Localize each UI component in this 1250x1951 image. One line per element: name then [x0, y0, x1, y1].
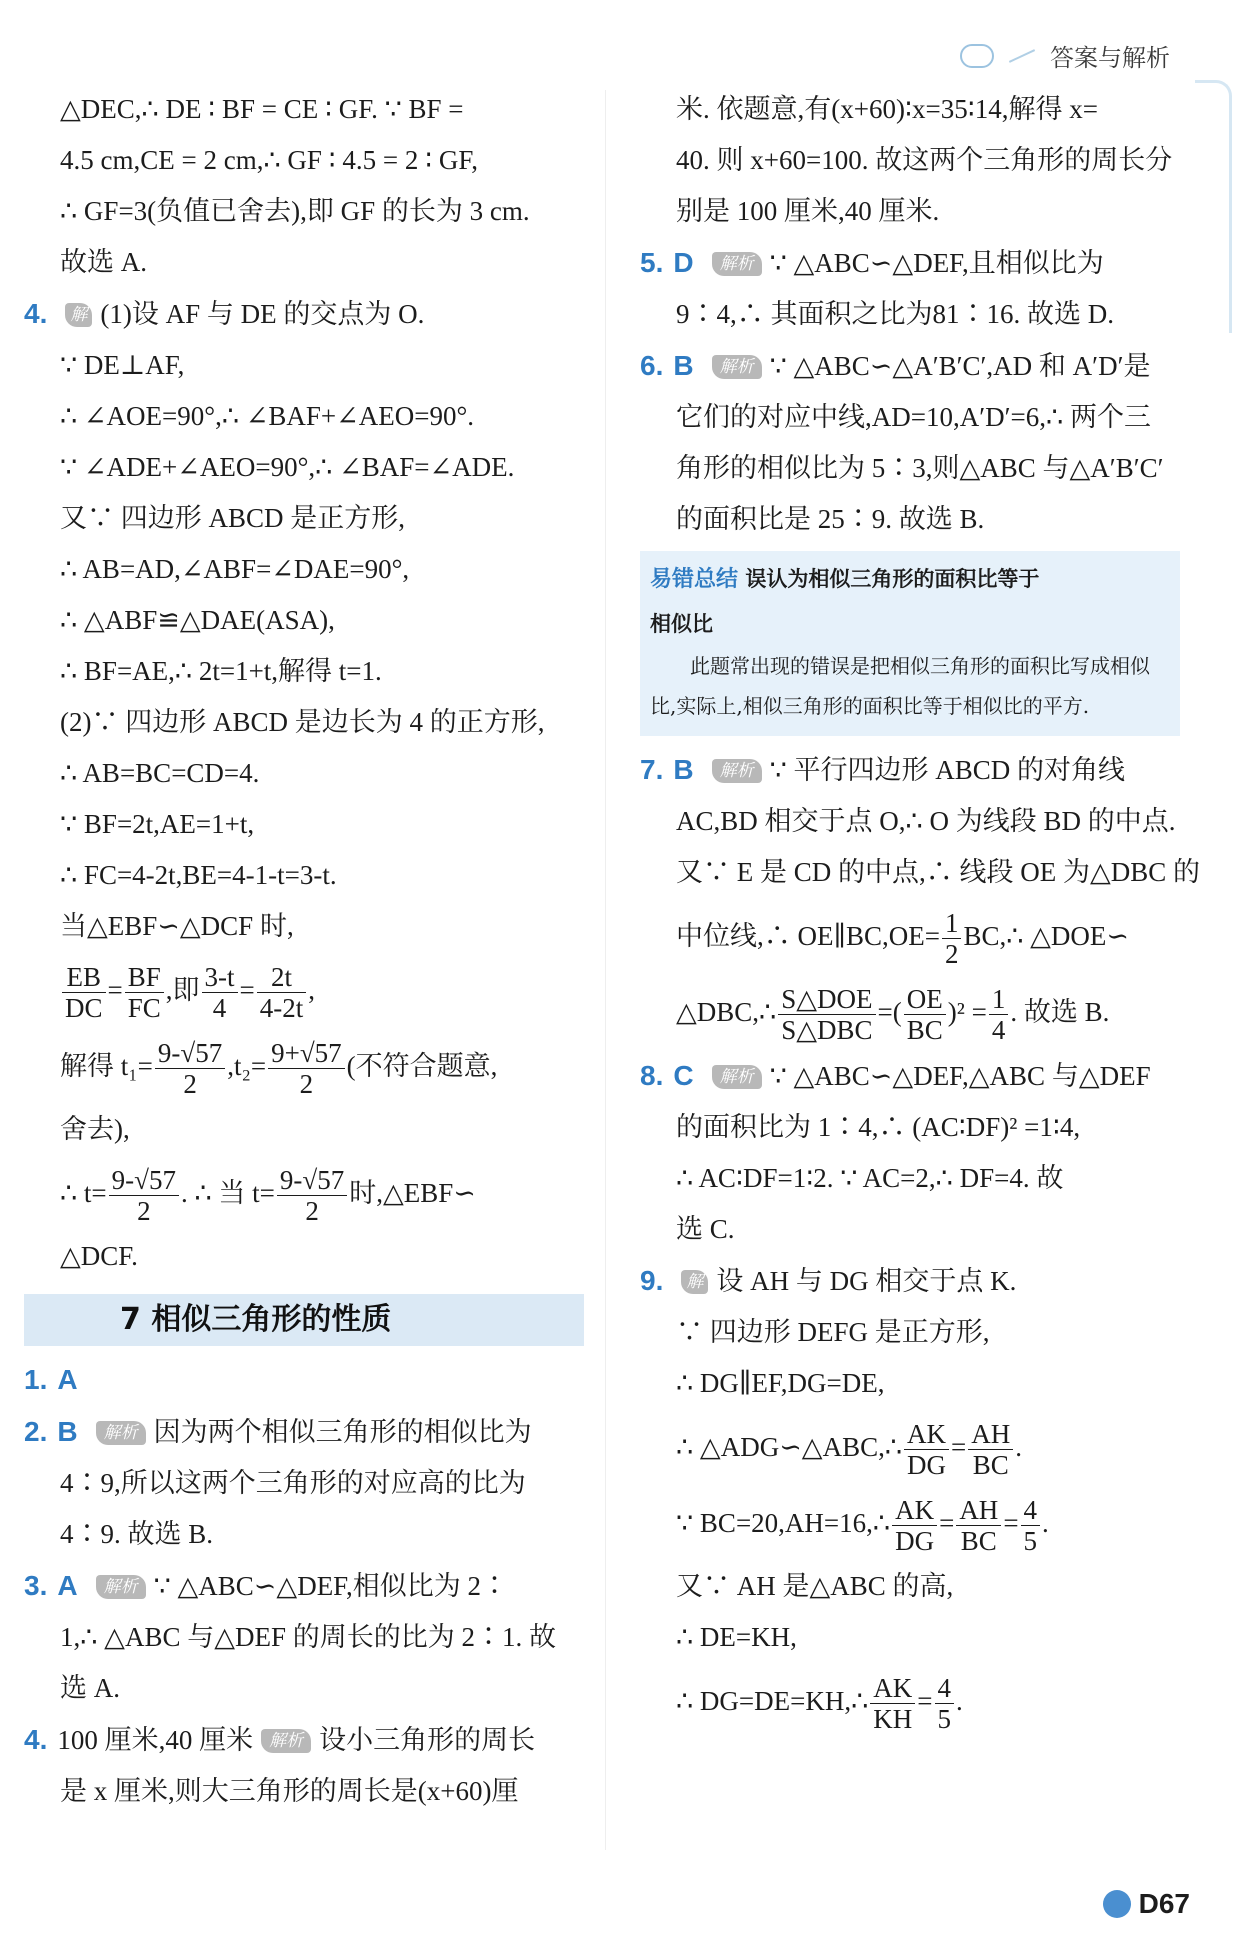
numerator: AH: [968, 1419, 1013, 1450]
text-line: 又∵ 四边形 ABCD 是正方形,: [60, 503, 406, 533]
question-number: 3.: [24, 1570, 48, 1601]
fraction-line: ∴ △ADG∽△ABC,∴ $\frac{AK}{DG}$ = $\frac{AH}{BC}$ .: [676, 1419, 1023, 1481]
text-line: ∵ DE⊥AF,: [60, 350, 185, 380]
numerator: 9-√57: [277, 1165, 347, 1196]
numerator: 1: [989, 984, 1009, 1015]
answer-8: [640, 1050, 1200, 1102]
text-line: ∵ BF=2t,AE=1+t,: [60, 809, 255, 839]
numerator: EB: [62, 962, 106, 993]
text-line: 1,∴ △ABC 与△DEF 的周长的比为 2∶1. 故: [60, 1622, 556, 1652]
text: ∵ △ABC∽△A′B′C′,AD 和 A′D′是: [769, 351, 1151, 381]
question-number: 9.: [640, 1265, 664, 1296]
note-label: 易错总结: [650, 567, 739, 592]
column-divider: [605, 90, 606, 1850]
fraction: [268, 1038, 345, 1099]
text-line: 4.5 cm,CE = 2 cm,∴ GF ∶ 4.5 = 2 ∶ GF,: [60, 145, 479, 175]
fraction-line: ∵ BC=20,AH=16,∴ $\frac{AK}{DG}$ = $\frac{AH}{BC}$ = $\frac{4}{5}$ .: [676, 1495, 1049, 1557]
header-title: 答案与解析: [1050, 44, 1170, 72]
denominator: 5: [1023, 1526, 1038, 1557]
text-line: 舍去),: [60, 1114, 130, 1144]
fraction: [935, 1673, 955, 1734]
text: ,即: [165, 975, 200, 1005]
numerator: AH: [956, 1495, 1001, 1526]
text-line: 别是 100 厘米,40 厘米.: [676, 196, 940, 226]
analysis-tag: 解析: [712, 252, 762, 276]
fraction: [778, 984, 875, 1045]
text-line: △DEC,∴ DE ∶ BF = CE ∶ GF. ∵ BF =: [60, 94, 464, 124]
text: ∵ BC=20,AH=16,∴: [676, 1508, 891, 1538]
denominator: 2: [299, 1069, 314, 1100]
numerator: OE: [904, 984, 946, 1015]
numerator: 4: [1021, 1495, 1041, 1526]
text-line: 又∵ AH 是△ABC 的高,: [676, 1571, 954, 1601]
text-line: 故选 A.: [60, 247, 147, 277]
note-title-line2: 相似比: [650, 612, 713, 636]
answer-letter: A: [57, 1570, 78, 1601]
fraction: [277, 1165, 347, 1226]
text-line: △DCF.: [60, 1241, 138, 1271]
text: . ∴ 当 t=: [180, 1178, 275, 1208]
text-line: ∴ ∠AOE=90°,∴ ∠BAF+∠AEO=90°.: [60, 401, 475, 431]
text-line: ∵ 四边形 DEFG 是正方形,: [676, 1317, 990, 1347]
note-title: [650, 557, 1170, 602]
fraction: [956, 1495, 1001, 1556]
fraction-line: [24, 1028, 590, 1104]
answer-letter: B: [57, 1416, 78, 1447]
divider-line: [1009, 49, 1035, 63]
text-line: 4∶9,所以这两个三角形的对应高的比为: [60, 1468, 526, 1498]
numerator: 1: [942, 908, 962, 939]
question-number: 8.: [640, 1060, 664, 1091]
question-number: 4.: [24, 1724, 48, 1755]
answer-4: [24, 1714, 590, 1766]
text: 因为两个相似三角形的相似比为: [153, 1417, 532, 1447]
analysis-tag: 解析: [96, 1575, 146, 1599]
text-line: ∴ BF=AE,∴ 2t=1+t,解得 t=1.: [60, 656, 382, 686]
text: ,: [308, 975, 316, 1005]
text: (1)设 AF 与 DE 的交点为 O.: [100, 299, 425, 329]
text-line: 的面积比为 1∶4,∴ (AC∶DF)² =1∶4,: [676, 1112, 1081, 1142]
answer-letter: B: [673, 350, 694, 381]
analysis-tag: 解析: [712, 1065, 762, 1089]
text-line: 当△EBF∽△DCF 时,: [60, 911, 294, 941]
solution-tag: 解: [681, 1270, 708, 1294]
text-line: ∴ DG∥EF,DG=DE,: [676, 1368, 885, 1398]
note-title-text: 误认为相似三角形的面积比等于: [745, 567, 1040, 591]
text-line: 选 A.: [60, 1673, 120, 1703]
fraction: [125, 962, 164, 1023]
question-number: 6.: [640, 350, 664, 381]
solution-tag: 解: [65, 303, 92, 327]
analysis-tag: 解析: [712, 355, 762, 379]
fraction: [968, 1419, 1013, 1480]
text-line: 4∶9. 故选 B.: [60, 1519, 214, 1549]
denominator: 5: [937, 1704, 952, 1735]
text: ∴ △ADG∽△ABC,∴: [676, 1432, 903, 1462]
fraction: [1021, 1495, 1041, 1556]
numerator: AK: [870, 1673, 915, 1704]
answer-7: [640, 744, 1200, 796]
answer-letter: C: [673, 1060, 694, 1091]
text: ∵ △ABC∽△DEF,相似比为 2∶: [153, 1571, 509, 1601]
denominator: DG: [907, 1450, 947, 1481]
fraction: [109, 1165, 179, 1226]
numerator: 2t: [257, 962, 307, 993]
numerator: 4: [935, 1673, 955, 1704]
fraction: [62, 962, 106, 1023]
answer-2: [24, 1406, 590, 1458]
page-header: [960, 38, 1170, 73]
text-line: 又∵ E 是 CD 的中点,∴ 线段 OE 为△DBC 的: [676, 857, 1201, 887]
cloud-icon: [960, 44, 994, 68]
text-line: 40. 则 x+60=100. 故这两个三角形的周长分: [676, 145, 1173, 175]
numerator: 9+√57: [268, 1038, 345, 1069]
fraction: [892, 1495, 937, 1556]
answer-3: [24, 1560, 590, 1612]
denominator: 4: [212, 993, 227, 1024]
text-line: 9∶4,∴ 其面积之比为81∶16. 故选 D.: [676, 299, 1114, 329]
text: ∵ △ABC∽△DEF,且相似比为: [769, 248, 1104, 278]
answer-letter: B: [673, 754, 694, 785]
text: ∵ 平行四边形 ABCD 的对角线: [769, 755, 1126, 785]
denominator: BC: [906, 1015, 943, 1046]
question-4: [24, 288, 590, 340]
denominator: 2: [137, 1196, 151, 1227]
denominator: 2: [183, 1069, 197, 1100]
answer-5: [640, 237, 1200, 289]
analysis-tag: 解析: [261, 1729, 311, 1753]
denominator: DC: [65, 993, 103, 1024]
answer-1: [24, 1354, 590, 1406]
text-line: ∴ AB=BC=CD=4.: [60, 758, 260, 788]
globe-icon: [1103, 1890, 1131, 1918]
text: ∵ △ABC∽△DEF,△ABC 与△DEF: [769, 1061, 1151, 1091]
section-title: 7 相似三角形的性质: [24, 1294, 584, 1346]
fraction-line: △DBC,∴ $\frac{\text{S△DOE}}{\text{S△DBC}}$ =( $\frac{OE}{BC}$ )² = $\frac{1}{4}$ . 故选 B.: [676, 984, 1110, 1046]
text: △DBC,∴: [676, 997, 777, 1027]
text: 解得 t₁=: [60, 1051, 153, 1081]
side-decoration: [1195, 80, 1232, 333]
analysis-tag: 解析: [712, 759, 762, 783]
text: . 故选 B.: [1010, 997, 1110, 1027]
denominator: FC: [127, 993, 161, 1024]
denominator: KH: [873, 1704, 913, 1735]
text: )² =: [947, 997, 987, 1027]
numerator: AK: [892, 1495, 937, 1526]
question-number: 7.: [640, 754, 664, 785]
fraction: [904, 984, 946, 1045]
numerator: AK: [904, 1419, 949, 1450]
text: 设 AH 与 DG 相交于点 K.: [716, 1266, 1017, 1296]
question-number: 2.: [24, 1416, 48, 1447]
denominator: DG: [895, 1526, 935, 1557]
text-line: 米. 依题意,有(x+60)∶x=35∶14,解得 x=: [676, 94, 1098, 124]
numerator: BF: [125, 962, 164, 993]
page-number: D67: [1138, 1888, 1190, 1919]
fraction: [989, 984, 1009, 1045]
text: ∴ t=: [60, 1178, 107, 1208]
question-number: 4.: [24, 298, 48, 329]
answer-9: [640, 1255, 1200, 1307]
fraction: [870, 1673, 915, 1734]
denominator: 2: [944, 939, 959, 970]
numerator: 9-√57: [155, 1038, 225, 1069]
text: 中位线,∴ OE∥BC,OE=: [676, 921, 940, 951]
text: 时,△EBF∽: [349, 1178, 476, 1208]
fraction: [942, 908, 962, 969]
answer-letter: A: [57, 1364, 78, 1395]
text-line: ∴ AB=AD,∠ABF=∠DAE=90°,: [60, 554, 410, 584]
text-line: AC,BD 相交于点 O,∴ O 为线段 BD 的中点.: [676, 806, 1176, 836]
text: ∴ DG=DE=KH,∴: [676, 1686, 869, 1716]
fraction: [257, 962, 307, 1023]
text-line: ∴ GF=3(负值已舍去),即 GF 的长为 3 cm.: [60, 196, 530, 226]
left-column: [24, 84, 590, 1817]
text: BC,∴ △DOE∽: [963, 921, 1130, 951]
fraction: [202, 962, 238, 1023]
numerator: S△DOE: [778, 984, 875, 1015]
answer-text: 100 厘米,40 厘米: [57, 1725, 254, 1755]
analysis-tag: 解析: [96, 1421, 146, 1445]
text-line: 的面积比是 25∶9. 故选 B.: [676, 504, 985, 534]
right-column: [640, 84, 1200, 1739]
fraction-line: ∴ DG=DE=KH,∴ $\frac{AK}{KH}$ = $\frac{4}{5}$ .: [676, 1673, 963, 1735]
denominator: BC: [972, 1450, 1009, 1481]
fraction-line: $\frac{EB}{DC}$ = $\frac{BF}{FC}$ ,即 $\frac{3-t}{4}$ = $\frac{2t}{4-2t}$ ,: [24, 952, 590, 1028]
denominator: 4: [991, 1015, 1006, 1046]
page-footer: [1103, 1888, 1190, 1920]
fraction: [904, 1419, 949, 1480]
denominator: 4-2t: [259, 993, 304, 1024]
fraction-line: [640, 898, 1200, 974]
text-line: 是 x 厘米,则大三角形的周长是(x+60)厘: [60, 1776, 519, 1806]
text-line: ∵ ∠ADE+∠AEO=90°,∴ ∠BAF=∠ADE.: [60, 452, 515, 482]
numerator: 3-t: [202, 962, 238, 993]
text-line: 它们的对应中线,AD=10,A′D′=6,∴ 两个三: [676, 402, 1151, 432]
text-line: ∴ AC∶DF=1∶2. ∵ AC=2,∴ DF=4. 故: [676, 1163, 1064, 1193]
question-number: 1.: [24, 1364, 48, 1395]
note-body: 此题常出现的错误是把相似三角形的面积比写成相似比,实际上,相似三角形的面积比等于相似比的平方.: [650, 654, 1150, 718]
text: =: [877, 997, 893, 1027]
text-line: (2)∵ 四边形 ABCD 是边长为 4 的正方形,: [60, 707, 545, 737]
question-number: 5.: [640, 247, 664, 278]
text-line: ∴ FC=4-2t,BE=4-1-t=3-t.: [60, 860, 337, 890]
fraction: [155, 1038, 225, 1099]
common-mistake-box: [640, 551, 1180, 736]
text-line: ∴ DE=KH,: [676, 1622, 797, 1652]
denominator: S△DBC: [781, 1015, 873, 1046]
text-line: ∴ △ABF≌△DAE(ASA),: [60, 605, 335, 635]
text-line: 选 C.: [676, 1214, 735, 1244]
text-line: 角形的相似比为 5∶3,则△ABC 与△A′B′C′: [676, 453, 1164, 483]
answer-6: [640, 340, 1200, 392]
denominator: 2: [305, 1196, 319, 1227]
numerator: 9-√57: [109, 1165, 179, 1196]
answer-letter: D: [673, 247, 694, 278]
denominator: BC: [960, 1526, 997, 1557]
fraction-line: [24, 1155, 590, 1231]
text: 设小三角形的周长: [319, 1725, 536, 1755]
text: ,t₂=: [227, 1051, 267, 1081]
text: (不符合题意,: [346, 1051, 498, 1081]
